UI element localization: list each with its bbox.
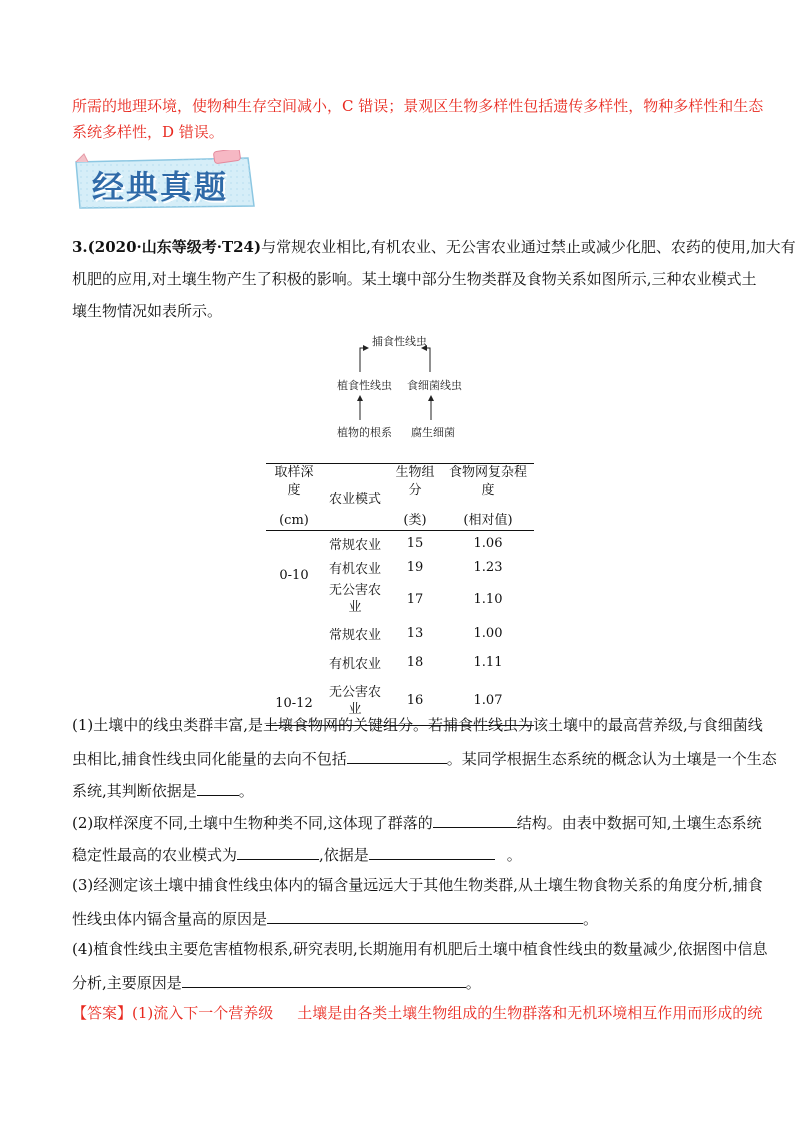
q3-line-1: (3)经测定该土壤中捕食性线虫体内的镉含量远远大于其他生物类群,从土壤生物食物关系的角度分析,捕食 bbox=[72, 876, 763, 894]
section-banner bbox=[72, 150, 260, 212]
cell-complexity: 1.06 bbox=[473, 535, 503, 551]
answer-blank bbox=[369, 846, 495, 860]
cell-count: 16 bbox=[406, 693, 424, 709]
node-bacterivorous-nematode: 食细菌线虫 bbox=[407, 379, 462, 392]
node-plant-roots: 植物的根系 bbox=[337, 426, 392, 439]
node-saprophytic-bacteria: 腐生细菌 bbox=[411, 426, 455, 439]
explanation-line-2: 系统多样性，D 错误。 bbox=[72, 123, 224, 141]
cell-count: 19 bbox=[406, 559, 424, 575]
q1-line-3: 系统,其判断依据是 。 bbox=[72, 782, 254, 800]
cell-depth: 10-12 bbox=[275, 696, 313, 711]
cell-depth: 0-10 bbox=[279, 567, 309, 583]
arrow-herbivore-to-predator bbox=[360, 348, 368, 372]
answer-part-2: 土壤是由各类土壤生物组成的生物群落和无机环境相互作用而形成的统 bbox=[297, 1004, 763, 1022]
cell-complexity: 1.11 bbox=[473, 655, 503, 671]
cell-complexity: 1.07 bbox=[473, 693, 503, 709]
q4-line-1: (4)植食性线虫主要危害植物根系,研究表明,长期施用有机肥后土壤中植食性线虫的数量减少,依据图中信息 bbox=[72, 940, 768, 958]
answer-blank bbox=[237, 846, 319, 860]
answer-blank bbox=[347, 750, 447, 764]
q1-line-1: (1)土壤中的线虫类群丰富,是土壤食物网的关键组分。若捕食性线虫为该土壤中的最高营养级,与食细菌线 bbox=[72, 716, 763, 734]
question-line-1-text: 与常规农业相比,有机农业、无公害农业通过禁止或减少化肥、农药的使用,加大有 bbox=[261, 238, 796, 256]
q2-line-2: 稳定性最高的农业模式为 ,依据是 。 bbox=[72, 846, 522, 864]
answer-blank bbox=[433, 814, 517, 828]
table-row bbox=[266, 619, 534, 649]
cell-complexity: 1.00 bbox=[473, 626, 503, 642]
header-depth: 取样深 度 (cm) bbox=[274, 465, 314, 528]
header-mode: 农业模式 bbox=[328, 491, 381, 507]
cell-count: 13 bbox=[406, 626, 424, 642]
cell-count: 17 bbox=[406, 591, 424, 607]
cell-mode: 常规农业 bbox=[328, 537, 381, 553]
node-predatory-nematode: 捕食性线虫 bbox=[372, 335, 427, 348]
q4-line-2: 分析,主要原因是 。 bbox=[72, 974, 481, 992]
question-line-1 bbox=[72, 238, 796, 256]
farming-data-table bbox=[266, 463, 534, 726]
answer-label: 【答案】 bbox=[72, 1004, 133, 1022]
diagram-arrows bbox=[320, 340, 480, 430]
node-herbivorous-nematode: 植食性线虫 bbox=[337, 379, 392, 392]
cell-mode: 无公害农 业 bbox=[328, 684, 381, 717]
answer-line bbox=[72, 1004, 763, 1022]
cell-mode: 有机农业 bbox=[328, 561, 381, 577]
question-source: 3.(2020·山东等级考·T24) bbox=[72, 238, 262, 256]
q1-line-2: 虫相比,捕食性线虫同化能量的去向不包括 。某同学根据生态系统的概念认为土壤是一个生态 bbox=[72, 750, 777, 768]
question-line-2: 机肥的应用,对土壤生物产生了积极的影响。某土壤中部分生物类群及食物关系如图所示,三种农业模式土 bbox=[72, 270, 757, 288]
answer-blank bbox=[197, 782, 239, 796]
table-header-row bbox=[266, 464, 534, 531]
cell-mode: 无公害农 业 bbox=[328, 583, 381, 615]
cell-mode: 有机农业 bbox=[328, 657, 381, 673]
cell-count: 15 bbox=[406, 535, 424, 551]
answer-blank bbox=[182, 974, 466, 988]
table-row bbox=[266, 531, 534, 556]
explanation-line-1: 所需的地理环境，使物种生存空间减小，C 错误；景观区生物多样性包括遗传多样性，物种多样性和生态 bbox=[72, 97, 764, 115]
answer-blank bbox=[267, 910, 583, 924]
cell-complexity: 1.10 bbox=[473, 591, 503, 607]
banner-title: 经典真题 bbox=[92, 168, 229, 206]
cell-count: 18 bbox=[406, 655, 424, 671]
cell-complexity: 1.23 bbox=[473, 559, 503, 575]
header-groups: 生物组 分 (类) bbox=[395, 465, 435, 528]
arrow-bacterivore-to-predator bbox=[422, 348, 430, 372]
question-line-3: 壤生物情况如表所示。 bbox=[72, 302, 223, 320]
cell-mode: 常规农业 bbox=[328, 628, 381, 644]
header-complexity: 食物网复杂程 度 (相对值) bbox=[448, 465, 527, 528]
answer-part-1: (1)流入下一个营养级 bbox=[132, 1004, 274, 1022]
q3-line-2: 性线虫体内镉含量高的原因是 。 bbox=[72, 910, 599, 928]
q2-line-1: (2)取样深度不同,土壤中生物种类不同,这体现了群落的 结构。由表中数据可知,土壤生态系统 bbox=[72, 814, 762, 832]
